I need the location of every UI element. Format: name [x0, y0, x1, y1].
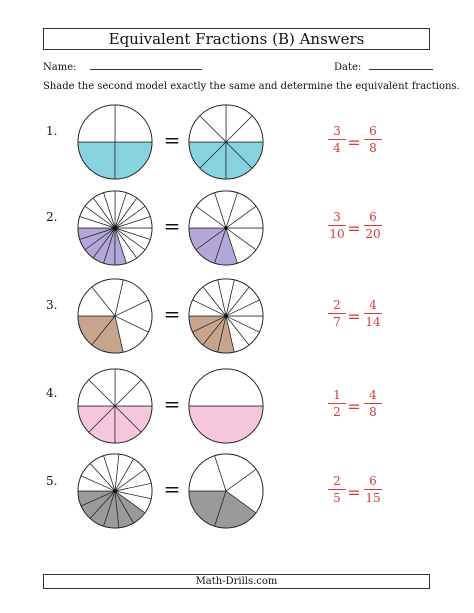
denominator: 8	[369, 405, 377, 419]
center-dot	[224, 226, 228, 230]
footer-site-name[interactable]: Math-Drills.com	[43, 574, 430, 589]
problem-number: 5.	[46, 474, 58, 488]
shaded-slice	[189, 406, 263, 443]
numerator: 6	[364, 474, 382, 490]
answer-equals: =	[347, 397, 361, 416]
answer-equals: =	[347, 133, 361, 152]
answer-fraction-left	[328, 474, 346, 505]
numerator: 1	[328, 388, 346, 404]
instructions: Shade the second model exactly the same and determine the equivalent fractions.	[43, 81, 460, 92]
equals-sign: =	[163, 302, 181, 326]
fraction-model-right	[187, 103, 265, 181]
numerator: 6	[364, 210, 382, 226]
center-dot	[113, 489, 117, 493]
equals-sign: =	[163, 214, 181, 238]
denominator: 7	[333, 315, 341, 329]
shaded-slice	[115, 142, 152, 179]
answer-equals: =	[347, 219, 361, 238]
unshaded-slice	[189, 369, 263, 406]
shaded-slice	[78, 142, 115, 179]
answer-equals: =	[347, 483, 361, 502]
answer-equation	[324, 298, 388, 338]
answer-equation	[324, 210, 388, 250]
date-field[interactable]	[334, 60, 433, 73]
answer-fraction-right	[364, 298, 382, 329]
problem-number: 3.	[46, 298, 58, 312]
center-dot	[224, 314, 228, 318]
fraction-model-left	[76, 277, 154, 355]
worksheet-title: Equivalent Fractions (B) Answers	[43, 28, 430, 50]
fraction-model-right	[187, 189, 265, 267]
numerator: 3	[328, 210, 346, 226]
unshaded-slice	[78, 105, 115, 142]
name-field[interactable]	[43, 60, 202, 73]
answer-equation	[324, 388, 388, 428]
fraction-model-left	[76, 103, 154, 181]
fraction-model-left	[76, 189, 154, 267]
answer-equation	[324, 474, 388, 514]
fraction-model-right	[187, 452, 265, 530]
numerator: 2	[328, 298, 346, 314]
equals-sign: =	[163, 392, 181, 416]
denominator: 2	[333, 405, 341, 419]
numerator: 6	[364, 124, 382, 140]
answer-fraction-right	[364, 474, 382, 505]
numerator: 4	[364, 298, 382, 314]
numerator: 4	[364, 388, 382, 404]
denominator: 14	[365, 315, 381, 329]
answer-fraction-right	[364, 388, 382, 419]
name-blank[interactable]	[90, 60, 202, 70]
answer-fraction-left	[328, 388, 346, 419]
fraction-model-right	[187, 367, 265, 445]
denominator: 8	[369, 141, 377, 155]
problem-number: 1.	[46, 124, 58, 138]
date-label: Date:	[334, 62, 362, 73]
answer-fraction-left	[328, 124, 346, 155]
denominator: 4	[333, 141, 341, 155]
fraction-model-left	[76, 367, 154, 445]
answer-fraction-right	[364, 210, 382, 241]
answer-equation	[324, 124, 388, 164]
numerator: 2	[328, 474, 346, 490]
fraction-model-right	[187, 277, 265, 355]
answer-fraction-left	[328, 298, 346, 329]
fraction-model-left	[76, 452, 154, 530]
answer-fraction-left	[328, 210, 346, 241]
denominator: 20	[365, 227, 381, 241]
answer-fraction-right	[364, 124, 382, 155]
unshaded-slice	[115, 105, 152, 142]
answer-equals: =	[347, 307, 361, 326]
center-dot	[113, 226, 117, 230]
equals-sign: =	[163, 128, 181, 152]
problem-number: 2.	[46, 210, 58, 224]
numerator: 3	[328, 124, 346, 140]
denominator: 10	[329, 227, 345, 241]
equals-sign: =	[163, 477, 181, 501]
denominator: 5	[333, 491, 341, 505]
date-blank[interactable]	[369, 60, 433, 70]
problem-number: 4.	[46, 386, 58, 400]
denominator: 15	[365, 491, 381, 505]
name-label: Name:	[43, 62, 77, 73]
